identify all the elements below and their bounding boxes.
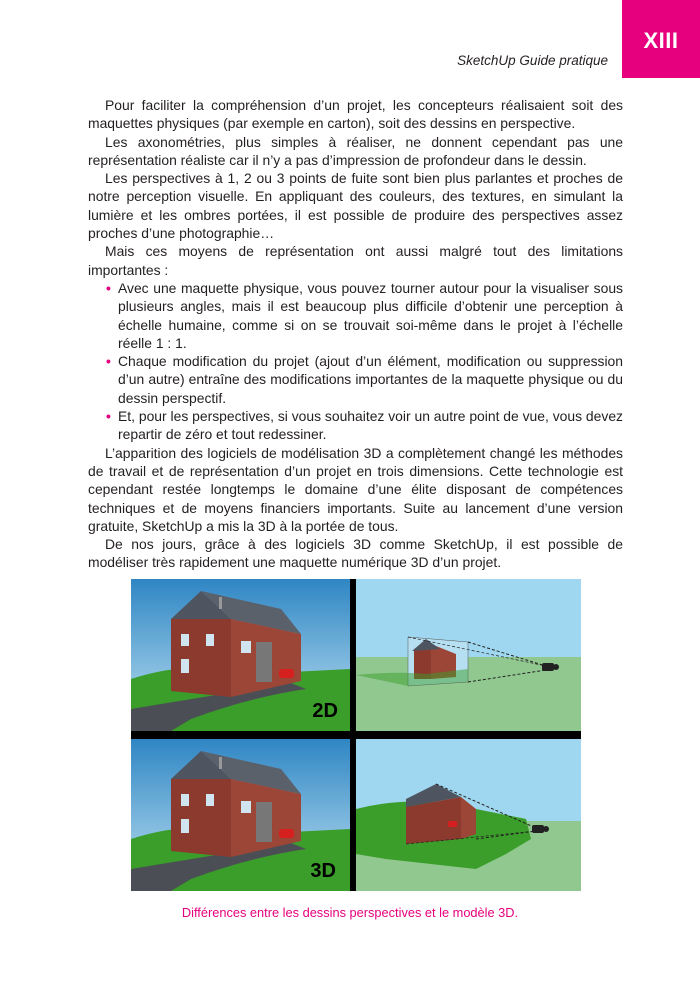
- label-2d-top: 2D: [312, 700, 338, 722]
- figure-2d-vs-3d: [131, 579, 581, 891]
- panel-3d-house-bottom: [131, 739, 350, 891]
- bullet-list: [88, 279, 623, 444]
- camera-3d-drawing: [356, 739, 581, 891]
- list-item-text: Chaque modification du projet (ajout d’un élément, modification ou suppression d’un autre) entraîne des modifications importantes de la maquette physique ou du dessin perspectif.: [118, 353, 623, 406]
- bullet-icon: •: [106, 353, 111, 370]
- list-item-text: Avec une maquette physique, vous pouvez tourner autour pour la visualiser sous plusieurs angles, mais il est beaucoup plus difficile d’obtenir une perception à échelle humaine, comme si on se trouvait soi-même dans le projet à l’échelle réelle 1 : 1.: [118, 279, 623, 351]
- label-3d-bottom: 3D: [310, 860, 336, 882]
- running-header-title: SketchUp Guide pratique: [457, 53, 608, 68]
- paragraph: Les perspectives à 1, 2 ou 3 points de fuite sont bien plus parlantes et proches de notre perception visuelle. En appliquant des couleurs, des textures, en simulant la lumière et les ombres portées, il est possible de produire des perspectives assez proches d’une photographie…: [88, 170, 623, 242]
- list-item: [88, 279, 623, 352]
- body-text: [88, 96, 623, 572]
- figure-caption: Différences entre les dessins perspectives et le modèle 3D.: [181, 905, 519, 920]
- panel-3d-camera-bottom: [356, 739, 581, 891]
- panel-2d-house-top: [131, 579, 350, 731]
- paragraph: Pour faciliter la compréhension d’un projet, les concepteurs réalisaient soit des maquettes physiques (par exemple en carton), soit des dessins en perspective.: [88, 97, 623, 132]
- bullet-icon: •: [106, 279, 111, 296]
- panel-2d-camera-top: [356, 579, 581, 731]
- list-item: [88, 407, 623, 444]
- paragraph: Mais ces moyens de représentation ont aussi malgré tout des limitations importantes :: [88, 243, 623, 278]
- paragraph: L’apparition des logiciels de modélisation 3D a complètement changé les méthodes de travail et de représentation d’un projet en trois dimensions. Cette technologie est cependant restée longtemps le domaine d’une élite disposant de compétences techniques et de moyens financiers importants. Suite au lancement d’une version gratuite, SketchUp a mis la 3D à la portée de tous.: [88, 444, 623, 534]
- paragraph: Les axonométries, plus simples à réaliser, ne donnent cependant pas une représentation réaliste car il n’y a pas d’impression de profondeur dans le dessin.: [88, 133, 623, 168]
- bullet-icon: •: [106, 408, 111, 425]
- paragraph: De nos jours, grâce à des logiciels 3D comme SketchUp, il est possible de modéliser très rapidement une maquette numérique 3D d’un projet.: [88, 536, 623, 571]
- list-item-text: Et, pour les perspectives, si vous souhaitez voir un autre point de vue, vous devez repartir de zéro et tout redessiner.: [118, 408, 623, 443]
- camera-view-drawing: [356, 579, 581, 731]
- page-number-tab: XIII: [622, 0, 700, 78]
- list-item: [88, 352, 623, 407]
